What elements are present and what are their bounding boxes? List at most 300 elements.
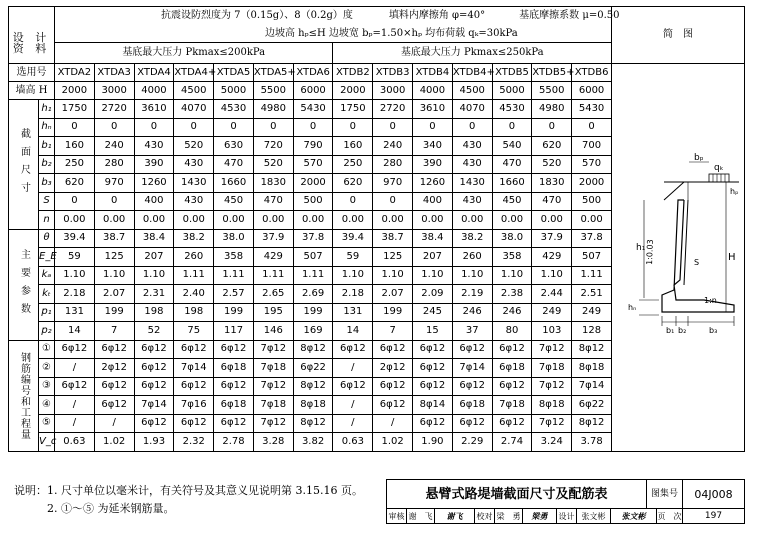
model-cell: XTDA5+ bbox=[253, 64, 293, 82]
header-line1-c: 基底摩擦系数 μ=0.50 bbox=[519, 10, 620, 22]
value-cell: 38.2 bbox=[174, 229, 214, 248]
symbol-cell: n bbox=[39, 211, 55, 230]
value-cell: 6φ12 bbox=[94, 377, 134, 396]
value-cell: 400 bbox=[413, 192, 453, 211]
height-cell: 3000 bbox=[373, 82, 413, 100]
value-cell: 507 bbox=[293, 248, 333, 267]
value-cell: 4070 bbox=[452, 100, 492, 119]
header-line1-b: 填料内摩擦角 φ=40° bbox=[388, 10, 486, 22]
value-cell: / bbox=[373, 414, 413, 433]
value-cell: 5430 bbox=[293, 100, 333, 119]
value-cell: 2.65 bbox=[253, 285, 293, 304]
value-cell: 2.18 bbox=[333, 285, 373, 304]
value-cell: 6φ12 bbox=[452, 377, 492, 396]
value-cell: 0.00 bbox=[55, 211, 95, 230]
label-b1: b₁ bbox=[666, 326, 675, 335]
value-cell: 7φ14 bbox=[572, 377, 612, 396]
value-cell: 6φ12 bbox=[492, 414, 532, 433]
value-cell: 0 bbox=[333, 192, 373, 211]
value-cell: 6φ12 bbox=[94, 396, 134, 415]
value-cell: 38.0 bbox=[492, 229, 532, 248]
value-cell: 4530 bbox=[214, 100, 254, 119]
value-cell: 430 bbox=[174, 155, 214, 174]
designer-name: 张文彬 bbox=[577, 509, 611, 524]
value-cell: 1260 bbox=[413, 174, 453, 193]
value-cell: 198 bbox=[134, 303, 174, 322]
model-cell: XTDB5 bbox=[492, 64, 532, 82]
value-cell: 470 bbox=[492, 155, 532, 174]
value-cell: 6φ12 bbox=[55, 340, 95, 359]
value-cell: 0.00 bbox=[134, 211, 174, 230]
value-cell: 520 bbox=[532, 155, 572, 174]
value-cell: 2.07 bbox=[373, 285, 413, 304]
symbol-cell: hₙ bbox=[39, 118, 55, 137]
height-cell: 4500 bbox=[452, 82, 492, 100]
value-cell: 2.44 bbox=[532, 285, 572, 304]
review-label: 审核 bbox=[387, 509, 407, 524]
model-cell: XTDB3 bbox=[373, 64, 413, 82]
value-cell: 0.00 bbox=[293, 211, 333, 230]
label-H: H bbox=[728, 252, 736, 263]
value-cell: 6φ18 bbox=[452, 396, 492, 415]
value-cell: 39.4 bbox=[333, 229, 373, 248]
value-cell: 2φ12 bbox=[373, 359, 413, 378]
value-cell: 7φ12 bbox=[253, 377, 293, 396]
value-cell: 4980 bbox=[532, 100, 572, 119]
value-cell: 37.9 bbox=[532, 229, 572, 248]
value-cell: 429 bbox=[532, 248, 572, 267]
value-cell: 430 bbox=[174, 192, 214, 211]
value-cell: 7φ18 bbox=[492, 396, 532, 415]
value-cell: 1.90 bbox=[413, 433, 453, 452]
value-cell: 6φ12 bbox=[55, 377, 95, 396]
value-cell: 0.00 bbox=[94, 211, 134, 230]
value-cell: 6φ12 bbox=[373, 340, 413, 359]
value-cell: 6φ12 bbox=[214, 377, 254, 396]
value-cell: 246 bbox=[452, 303, 492, 322]
value-cell: 1830 bbox=[532, 174, 572, 193]
value-cell: 6φ12 bbox=[492, 340, 532, 359]
checker-signature: 梁勇 bbox=[523, 509, 557, 524]
value-cell: 37.8 bbox=[572, 229, 612, 248]
symbol-cell: ④ bbox=[39, 396, 55, 415]
value-cell: 6φ12 bbox=[174, 377, 214, 396]
value-cell: 970 bbox=[373, 174, 413, 193]
value-cell: 570 bbox=[572, 155, 612, 174]
design-data-label-1: 设 计 bbox=[9, 7, 55, 43]
value-cell: 1.10 bbox=[452, 266, 492, 285]
value-cell: 8φ12 bbox=[572, 340, 612, 359]
value-cell: 7φ12 bbox=[532, 414, 572, 433]
value-cell: 7φ14 bbox=[174, 359, 214, 378]
atlas-number: 04J008 bbox=[683, 480, 744, 509]
value-cell: 2.09 bbox=[413, 285, 453, 304]
value-cell: 620 bbox=[532, 137, 572, 156]
value-cell: 125 bbox=[373, 248, 413, 267]
header-line1-a: 抗震设防烈度为 7（0.15g）、8（0.2g）度 bbox=[161, 10, 353, 22]
value-cell: 2.32 bbox=[174, 433, 214, 452]
value-cell: 59 bbox=[55, 248, 95, 267]
height-cell: 5000 bbox=[214, 82, 254, 100]
value-cell: 0.00 bbox=[452, 211, 492, 230]
value-cell: / bbox=[333, 396, 373, 415]
value-cell: 450 bbox=[492, 192, 532, 211]
value-cell: 6φ12 bbox=[214, 414, 254, 433]
value-cell: 8φ18 bbox=[572, 359, 612, 378]
value-cell: 6φ22 bbox=[293, 359, 333, 378]
value-cell: 2.38 bbox=[492, 285, 532, 304]
value-cell: 0 bbox=[134, 118, 174, 137]
value-cell: 4070 bbox=[174, 100, 214, 119]
symbol-cell: ② bbox=[39, 359, 55, 378]
value-cell: 6φ12 bbox=[134, 340, 174, 359]
group-a-label: 基底最大压力 Pkmax≤200kPa bbox=[55, 43, 333, 64]
value-cell: 6φ12 bbox=[94, 340, 134, 359]
rebar-label: 钢筋编号和工程量 bbox=[9, 340, 39, 451]
value-cell: / bbox=[333, 414, 373, 433]
value-cell: 1.10 bbox=[532, 266, 572, 285]
height-cell: 4000 bbox=[134, 82, 174, 100]
value-cell: 7φ18 bbox=[253, 396, 293, 415]
height-label: 墙高 H bbox=[9, 82, 55, 100]
value-cell: 0.00 bbox=[413, 211, 453, 230]
value-cell: 260 bbox=[452, 248, 492, 267]
value-cell: 0.00 bbox=[333, 211, 373, 230]
symbol-cell: E_E bbox=[39, 248, 55, 267]
value-cell: 470 bbox=[532, 192, 572, 211]
value-cell: 6φ22 bbox=[572, 396, 612, 415]
value-cell: 6φ12 bbox=[413, 377, 453, 396]
value-cell: 700 bbox=[572, 137, 612, 156]
label-hn: hₙ bbox=[628, 303, 637, 312]
value-cell: 970 bbox=[94, 174, 134, 193]
value-cell: 1.02 bbox=[373, 433, 413, 452]
value-cell: 340 bbox=[413, 137, 453, 156]
model-cell: XTDA6 bbox=[293, 64, 333, 82]
height-cell: 2000 bbox=[333, 82, 373, 100]
value-cell: / bbox=[55, 359, 95, 378]
value-cell: 6φ18 bbox=[214, 359, 254, 378]
main-params-label: 主要参数 bbox=[9, 229, 39, 340]
value-cell: 7 bbox=[94, 322, 134, 341]
value-cell: 0 bbox=[373, 192, 413, 211]
value-cell: 3.24 bbox=[532, 433, 572, 452]
value-cell: 7φ16 bbox=[174, 396, 214, 415]
value-cell: 39.4 bbox=[55, 229, 95, 248]
value-cell: 6φ12 bbox=[134, 414, 174, 433]
value-cell: 8φ14 bbox=[413, 396, 453, 415]
value-cell: 430 bbox=[452, 155, 492, 174]
value-cell: 2.51 bbox=[572, 285, 612, 304]
model-cell: XTDB4+ bbox=[452, 64, 492, 82]
value-cell: 8φ12 bbox=[293, 340, 333, 359]
value-cell: 1.10 bbox=[413, 266, 453, 285]
reviewer-name: 谢 飞 bbox=[407, 509, 435, 524]
symbol-cell: p₁ bbox=[39, 303, 55, 322]
value-cell: 1.10 bbox=[94, 266, 134, 285]
value-cell: 790 bbox=[293, 137, 333, 156]
value-cell: 2.29 bbox=[452, 433, 492, 452]
table-row bbox=[9, 7, 745, 26]
value-cell: 7φ12 bbox=[253, 340, 293, 359]
value-cell: 1750 bbox=[333, 100, 373, 119]
value-cell: 5430 bbox=[572, 100, 612, 119]
value-cell: 1.10 bbox=[492, 266, 532, 285]
value-cell: 0.00 bbox=[572, 211, 612, 230]
value-cell: 6φ12 bbox=[333, 377, 373, 396]
height-cell: 3000 bbox=[94, 82, 134, 100]
value-cell: 2720 bbox=[373, 100, 413, 119]
value-cell: 6φ12 bbox=[413, 414, 453, 433]
value-cell: 80 bbox=[492, 322, 532, 341]
symbol-cell: S bbox=[39, 192, 55, 211]
value-cell: 500 bbox=[293, 192, 333, 211]
note-2: 2. ①～⑤ 为延米钢筋量。 bbox=[14, 502, 175, 515]
label-bp: bₚ bbox=[694, 153, 704, 163]
value-cell: 6φ18 bbox=[214, 396, 254, 415]
value-cell: 6φ12 bbox=[174, 340, 214, 359]
value-cell: 38.2 bbox=[452, 229, 492, 248]
height-cell: 6000 bbox=[572, 82, 612, 100]
value-cell: 249 bbox=[572, 303, 612, 322]
value-cell: 6φ12 bbox=[373, 377, 413, 396]
model-cell: XTDA2 bbox=[55, 64, 95, 82]
value-cell: 2720 bbox=[94, 100, 134, 119]
value-cell: 7φ18 bbox=[532, 359, 572, 378]
value-cell: 6φ12 bbox=[333, 340, 373, 359]
value-cell: 2.31 bbox=[134, 285, 174, 304]
height-cell: 5000 bbox=[492, 82, 532, 100]
value-cell: 169 bbox=[293, 322, 333, 341]
height-cell: 2000 bbox=[55, 82, 95, 100]
value-cell: 117 bbox=[214, 322, 254, 341]
symbol-cell: ⑤ bbox=[39, 414, 55, 433]
value-cell: 520 bbox=[174, 137, 214, 156]
header-line-2: 边坡高 hₚ≤H 边坡宽 bₚ=1.50×hₚ 均布荷载 qₖ=30kPa bbox=[55, 26, 612, 43]
value-cell: 2.57 bbox=[214, 285, 254, 304]
model-cell: XTDB2 bbox=[333, 64, 373, 82]
value-cell: 37.9 bbox=[253, 229, 293, 248]
value-cell: 260 bbox=[174, 248, 214, 267]
symbol-cell: V_c bbox=[39, 433, 55, 452]
value-cell: / bbox=[94, 414, 134, 433]
value-cell: 207 bbox=[413, 248, 453, 267]
symbol-cell: ① bbox=[39, 340, 55, 359]
height-cell: 4500 bbox=[174, 82, 214, 100]
value-cell: 1.11 bbox=[174, 266, 214, 285]
diagram-label: 简 图 bbox=[612, 7, 745, 64]
value-cell: 429 bbox=[253, 248, 293, 267]
value-cell: 358 bbox=[492, 248, 532, 267]
value-cell: 0 bbox=[532, 118, 572, 137]
value-cell: 0.00 bbox=[253, 211, 293, 230]
value-cell: 0.63 bbox=[333, 433, 373, 452]
value-cell: 0 bbox=[94, 192, 134, 211]
reviewer-signature: 谢飞 bbox=[435, 509, 475, 524]
value-cell: 2.69 bbox=[293, 285, 333, 304]
label-hp: hₚ bbox=[730, 187, 739, 196]
value-cell: 0 bbox=[174, 118, 214, 137]
value-cell: 160 bbox=[55, 137, 95, 156]
value-cell: 630 bbox=[214, 137, 254, 156]
load-hatch-icon bbox=[709, 174, 729, 182]
value-cell: 8φ12 bbox=[293, 414, 333, 433]
symbol-cell: kₜ bbox=[39, 285, 55, 304]
value-cell: 3.82 bbox=[293, 433, 333, 452]
value-cell: 59 bbox=[333, 248, 373, 267]
value-cell: 249 bbox=[532, 303, 572, 322]
height-cell: 5500 bbox=[532, 82, 572, 100]
value-cell: 2000 bbox=[293, 174, 333, 193]
value-cell: 14 bbox=[55, 322, 95, 341]
label-qk: qₖ bbox=[714, 163, 724, 173]
value-cell: 0.63 bbox=[55, 433, 95, 452]
header-line-1 bbox=[55, 7, 620, 26]
value-cell: 1.10 bbox=[333, 266, 373, 285]
symbol-cell: b₃ bbox=[39, 174, 55, 193]
value-cell: 7φ14 bbox=[134, 396, 174, 415]
value-cell: 1260 bbox=[134, 174, 174, 193]
value-cell: 2.78 bbox=[214, 433, 254, 452]
value-cell: 6φ12 bbox=[214, 340, 254, 359]
value-cell: 6φ18 bbox=[492, 359, 532, 378]
value-cell: 38.0 bbox=[214, 229, 254, 248]
value-cell: 37 bbox=[452, 322, 492, 341]
symbol-cell: θ bbox=[39, 229, 55, 248]
page-number: 197 bbox=[704, 511, 723, 521]
value-cell: 6φ12 bbox=[413, 340, 453, 359]
value-cell: 3610 bbox=[413, 100, 453, 119]
model-cell: XTDA4+ bbox=[174, 64, 214, 82]
value-cell: 720 bbox=[253, 137, 293, 156]
value-cell: 0.00 bbox=[373, 211, 413, 230]
value-cell: 1660 bbox=[492, 174, 532, 193]
value-cell: 7φ12 bbox=[253, 414, 293, 433]
value-cell: 240 bbox=[373, 137, 413, 156]
symbol-cell: h₁ bbox=[39, 100, 55, 119]
value-cell: 38.7 bbox=[373, 229, 413, 248]
label-S: S bbox=[694, 258, 700, 267]
value-cell: 470 bbox=[253, 192, 293, 211]
checker-name: 梁 勇 bbox=[495, 509, 523, 524]
value-cell: 8φ18 bbox=[532, 396, 572, 415]
value-cell: 38.4 bbox=[134, 229, 174, 248]
value-cell: 540 bbox=[492, 137, 532, 156]
value-cell: 1.11 bbox=[572, 266, 612, 285]
value-cell: 470 bbox=[214, 155, 254, 174]
value-cell: 6φ12 bbox=[452, 414, 492, 433]
value-cell: 0 bbox=[214, 118, 254, 137]
height-cell: 5500 bbox=[253, 82, 293, 100]
value-cell: 0 bbox=[373, 118, 413, 137]
value-cell: 199 bbox=[293, 303, 333, 322]
value-cell: 280 bbox=[373, 155, 413, 174]
label-b2: b₂ bbox=[678, 326, 687, 335]
value-cell: 52 bbox=[134, 322, 174, 341]
value-cell: 38.7 bbox=[94, 229, 134, 248]
value-cell: 1.11 bbox=[214, 266, 254, 285]
value-cell: 6φ12 bbox=[134, 359, 174, 378]
value-cell: 1.10 bbox=[134, 266, 174, 285]
value-cell: 14 bbox=[333, 322, 373, 341]
value-cell: 131 bbox=[333, 303, 373, 322]
value-cell: 390 bbox=[134, 155, 174, 174]
value-cell: 6φ12 bbox=[492, 377, 532, 396]
model-cell: XTDA5 bbox=[214, 64, 254, 82]
model-cell: XTDA3 bbox=[94, 64, 134, 82]
value-cell: 195 bbox=[253, 303, 293, 322]
value-cell: 570 bbox=[293, 155, 333, 174]
value-cell: 8φ12 bbox=[293, 377, 333, 396]
value-cell: 75 bbox=[174, 322, 214, 341]
value-cell: 125 bbox=[94, 248, 134, 267]
value-cell: 7 bbox=[373, 322, 413, 341]
value-cell: 7φ18 bbox=[253, 359, 293, 378]
value-cell: 620 bbox=[55, 174, 95, 193]
value-cell: 6φ12 bbox=[134, 377, 174, 396]
model-cell: XTDB6 bbox=[572, 64, 612, 82]
check-label: 校对 bbox=[475, 509, 495, 524]
value-cell: 6φ12 bbox=[413, 359, 453, 378]
value-cell: 430 bbox=[452, 137, 492, 156]
value-cell: 1660 bbox=[214, 174, 254, 193]
value-cell: 103 bbox=[532, 322, 572, 341]
value-cell: 1.10 bbox=[373, 266, 413, 285]
label-h1: h₁ bbox=[636, 243, 646, 253]
design-data-label-2: 资 料 bbox=[9, 43, 55, 64]
value-cell: 0.00 bbox=[214, 211, 254, 230]
symbol-cell: ③ bbox=[39, 377, 55, 396]
value-cell: 2.74 bbox=[492, 433, 532, 452]
label-ratio: 1:n bbox=[704, 296, 717, 305]
model-cell: XTDA4 bbox=[134, 64, 174, 82]
value-cell: 280 bbox=[94, 155, 134, 174]
value-cell: 6φ12 bbox=[373, 396, 413, 415]
value-cell: 2.40 bbox=[174, 285, 214, 304]
value-cell: 0 bbox=[55, 118, 95, 137]
value-cell: 250 bbox=[55, 155, 95, 174]
value-cell: 507 bbox=[572, 248, 612, 267]
value-cell: 15 bbox=[413, 322, 453, 341]
value-cell: / bbox=[333, 359, 373, 378]
value-cell: 7φ12 bbox=[532, 377, 572, 396]
value-cell: 1.02 bbox=[94, 433, 134, 452]
value-cell: 2.19 bbox=[452, 285, 492, 304]
value-cell: 358 bbox=[214, 248, 254, 267]
value-cell: 390 bbox=[413, 155, 453, 174]
value-cell: 8φ12 bbox=[572, 414, 612, 433]
value-cell: 6φ12 bbox=[174, 414, 214, 433]
value-cell: 3.78 bbox=[572, 433, 612, 452]
value-cell: 0 bbox=[492, 118, 532, 137]
notes bbox=[14, 482, 363, 518]
value-cell: 2000 bbox=[572, 174, 612, 193]
value-cell: 199 bbox=[373, 303, 413, 322]
value-cell: 2.07 bbox=[94, 285, 134, 304]
value-cell: 250 bbox=[333, 155, 373, 174]
symbol-cell: b₁ bbox=[39, 137, 55, 156]
value-cell: 38.4 bbox=[413, 229, 453, 248]
value-cell: 2φ12 bbox=[94, 359, 134, 378]
value-cell: / bbox=[55, 396, 95, 415]
model-cell: XTDB5+ bbox=[532, 64, 572, 82]
symbol-cell: b₂ bbox=[39, 155, 55, 174]
value-cell: 246 bbox=[492, 303, 532, 322]
value-cell: 207 bbox=[134, 248, 174, 267]
value-cell: 2.18 bbox=[55, 285, 95, 304]
value-cell: 131 bbox=[55, 303, 95, 322]
value-cell: 245 bbox=[413, 303, 453, 322]
